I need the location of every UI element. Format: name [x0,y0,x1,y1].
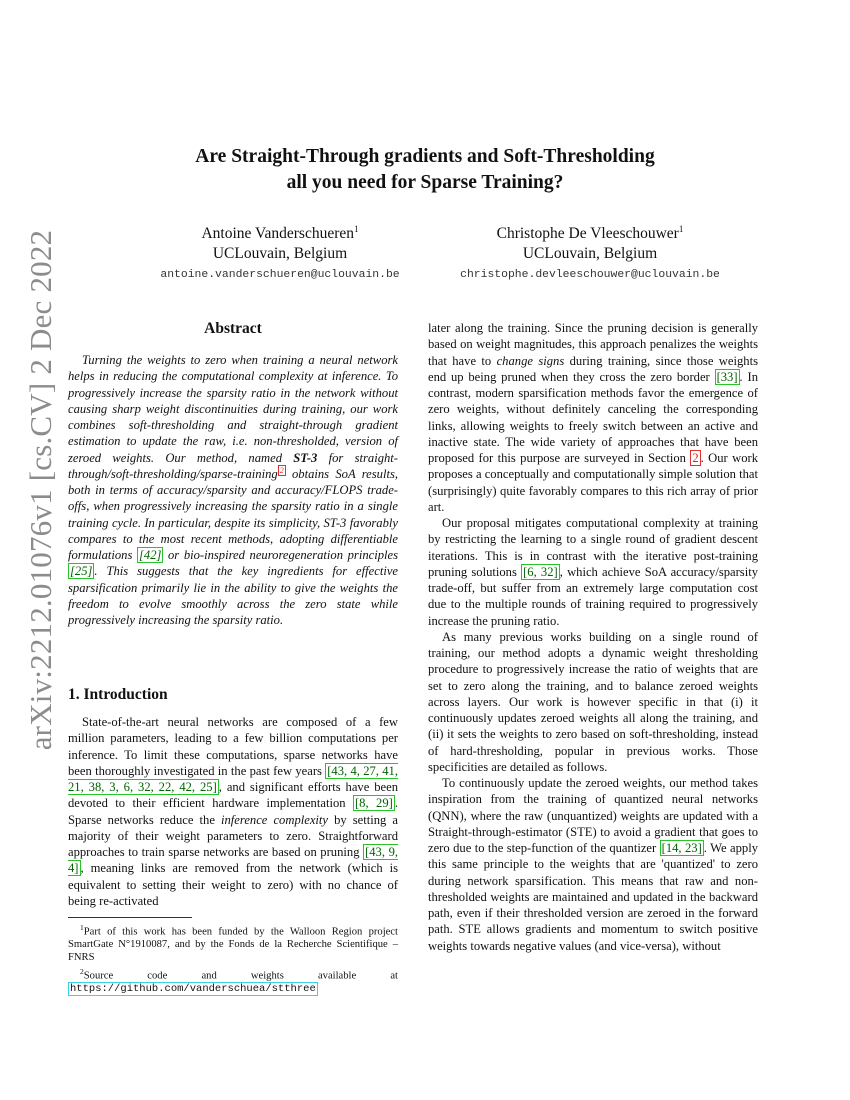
abstract-body [68,352,398,628]
author-email[interactable]: christophe.devleeschouwer@uclouvain.be [460,269,720,281]
right-paragraph-3: As many previous works building on a single round of training, our method adopts a dynamic weight thresholding procedure to progressively increase the ratio of weights that are set to zero along the training, and to balance zeroed weights across layers. Our work is however specific in that (i) it continuously updates zeroed weights all along the training, and (ii) it sets the weights to zero based on soft-thresholding, instead of hard-thresholding, popular in previous works. Those specificities are detailed as follows. [428,629,758,774]
citation-link[interactable]: [42] [139,548,162,562]
citation-link[interactable]: [6, 32] [523,564,558,579]
citation-link[interactable]: [33] [716,369,738,384]
footnote-1: $^1$Part of this work has been funded by the Walloon Region project SmartGate N°1910087, and by the Fonds de la Recherche Scientifique – FNRS [68,923,398,963]
author-name: Christophe De Vleeschouwer [496,225,679,242]
citation-link[interactable]: [43, 9, 4] [68,845,399,876]
source-code-url[interactable]: https://github.com/vanderschuea/stthree [70,983,316,996]
arxiv-identifier: arXiv:2212.01076v1 [cs.CV] 2 Dec 2022 [23,229,58,751]
right-column-body [428,320,758,954]
right-paragraph-4: To continuously update the zeroed weights, our method takes inspiration from the training of quantized neural networks (QNN), where the raw (unquantized) weights are updated with a Straight-through-estimator (STE) to avoid a gradient that goes to zero due to the step-function of the quantizer [14, 23] . We apply this same principle to the weights that are 'quantized' to zero during network sparsification. This means that raw and non-thresholded weights are maintained and updated in the backward path, even if their thresholded version are zeroed in the forward path. STE allows gradients and momentum to switch positive weights towards negative values (and vice-versa), without [428,776,758,953]
introduction-body [68,714,398,909]
right-paragraph-2: Our proposal mitigates computational complexity at training by restricting the learning to a single round of gradient descent iterations. This is in contrast with the iterative post-training pruning solutions [6, 32] , which achieve SoA accuracy/sparsity trade-off, but suffer from an extremely large computation cost due to the multiple rounds of training required to progressively increase the pruning ratio. [428,516,759,628]
author-name: Antoine Vanderschueren [201,225,354,242]
citation-link[interactable]: [8, 29] [354,796,393,811]
footnote-divider [68,917,192,918]
right-paragraph-1: later along the training. Since the pruning decision is generally based on weight magnitudes, this approach penalizes the weights that have to change signs during training, since those weights end up being pruned when they cross the zero border [33] . In contrast, modern sparsification methods favor the emergence of zero weights, without definitely canceling the corresponding links, allowing weights to freely switch between an active and inactive state. The wide variety of approaches that have been proposed for this purpose are surveyed in Section 2 . Our work proposes a conceptually and computationally simple solution that (surprisingly) quite favorably compares to this rich array of prior art. [428,321,758,514]
citation-link[interactable]: [14, 23] [661,841,702,855]
footnote-link[interactable]: 2 [279,465,284,475]
section-heading-introduction: 1. Introduction [68,686,168,703]
title-line-1: Are Straight-Through gradients and Soft-Thresholding [195,146,655,167]
footnote-2: $^2$Source code and weights available at https://github.com/vanderschuea/stthree [70,967,398,996]
footnotes [68,922,398,996]
author-affiliation: UCLouvain, Belgium [212,245,348,262]
abstract-paragraph: Turning the weights to zero when training a neural network helps in reducing the computational complexity at inference. To progressively increase the sparsity ratio in the network without causing sharp weight discontinuities during training, our work combines soft-thresholding and straight-through gradient estimation to update the raw, i.e. non-thresholded, version of zeroed weights. Our method, named ST-3 for straight-through/soft-thresholding/sparse-training $^2$ obtains SoA results, both in terms of accuracy/sparsity and accuracy/FLOPS trade-offs, when progressively increasing the sparsity ratio in a single training cycle. In particular, despite its simplicity, ST-3 favorably compares to the most recent methods, adopting differentiable formulations [42] or bio-inspired neuroregeneration principles [25] . This suggests that the key ingredients for effective sparsification primarily lie in the ability to give the weights the freedom to evolve smoothly across the zero state while progressively increasing the sparsity ratio. [68,353,399,627]
author-block-1 [110,224,450,286]
paper-title [120,144,730,196]
citation-link[interactable]: [43, 4, 27, 41, 21, 38, 3, 6, 32, 22, 42, 25] [68,763,398,794]
abstract-heading: Abstract [204,320,262,337]
author-affil-mark: 1 [354,223,359,234]
method-name: ST-3 [293,450,318,465]
section-link[interactable]: 2 [692,451,699,465]
citation-link[interactable]: [25] [70,564,93,579]
author-block-2 [410,224,770,286]
author-affiliation: UCLouvain, Belgium [522,245,658,262]
author-affil-mark: 1 [678,223,684,234]
arxiv-sidebar-stamp [19,229,63,751]
title-line-2: all you need for Sparse Training? [286,172,564,193]
intro-paragraph: State-of-the-art neural networks are composed of a few million parameters, leading to a few billion computations per inference. To limit these computations, sparse networks have been thoroughly investigated in the past few years [43, 4, 27, 41, 21, 38, 3, 6, 32, 22, 42, 25] , and significant efforts have been devoted to their efficient hardware implementation [8, 29] . Sparse networks reduce the inference complexity by setting a majority of their weight parameters to zero. Straightforward approaches to train sparse networks are based on pruning [43, 9, 4] , meaning links are removed from the network (which is equivalent to setting their weight to zero) with no chance of being re-activated [68,715,399,908]
author-email[interactable]: antoine.vanderschueren@uclouvain.be [160,269,400,281]
